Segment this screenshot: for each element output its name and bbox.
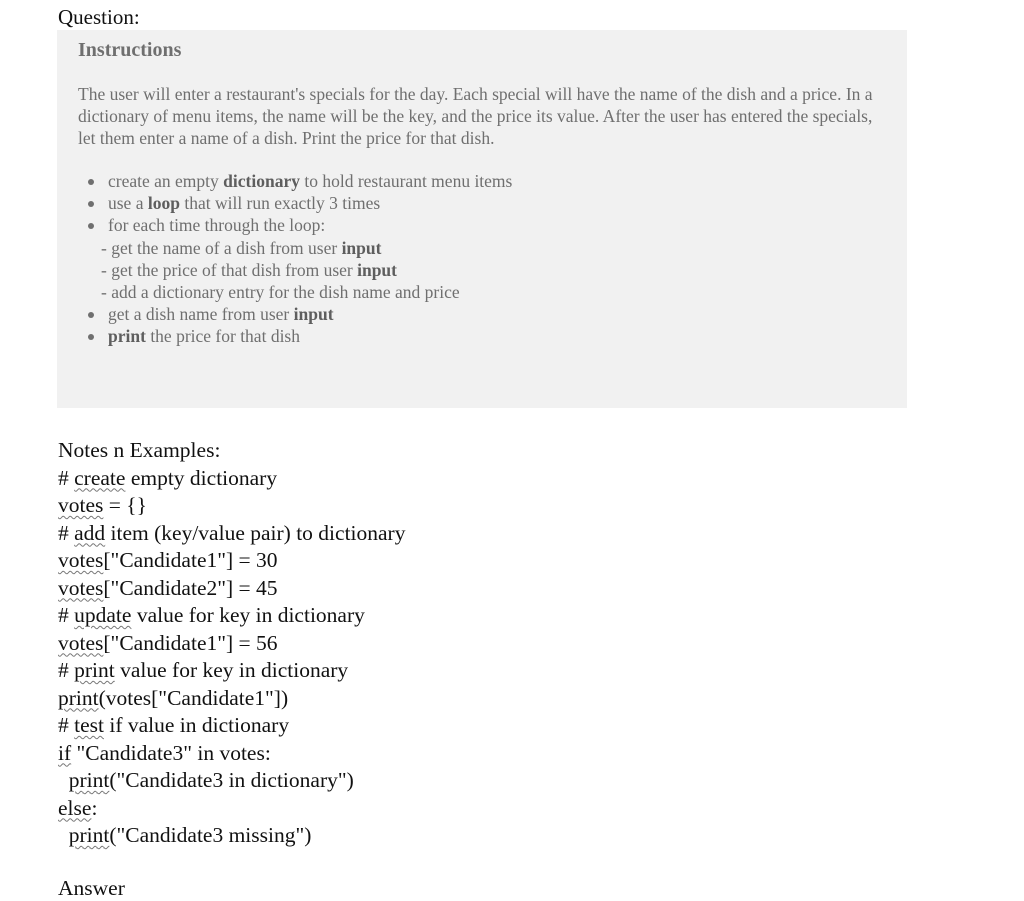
- spellcheck-word: print: [74, 658, 115, 682]
- note-text: (votes["Candidate1"]): [98, 685, 289, 710]
- notes-code-line: [58, 602, 958, 630]
- spellcheck-word: votes: [58, 493, 104, 517]
- instructions-panel: [57, 30, 907, 408]
- spellcheck-word: print: [68, 768, 110, 792]
- note-text: #: [58, 713, 75, 737]
- spellcheck-word: if: [58, 740, 72, 765]
- step-text-before: create an empty: [108, 171, 224, 191]
- step-text-bold: input: [293, 304, 334, 325]
- instruction-bullet: [78, 325, 878, 347]
- step-text-before: for each time through the loop:: [108, 215, 326, 236]
- note-text: ["Candidate2"] = 45: [103, 575, 278, 600]
- instructions-paragraph: The user will enter a restaurant's specials for the day. Each special will have the name of the dish and a price. In a dictionary of menu items, the name will be the key, and the price its value. After the user has entered the specials, let them enter a name of a dish. Print the price for that dish.: [78, 84, 873, 148]
- note-text: ["Candidate1"] = 30: [103, 548, 278, 572]
- step-text-bold: input: [357, 259, 397, 280]
- notes-code-line: [58, 465, 958, 493]
- notes-code-line: [58, 657, 958, 685]
- spellcheck-word: else: [58, 795, 92, 820]
- notes-code-line: [58, 520, 958, 548]
- spellcheck-word: votes: [58, 575, 104, 600]
- instruction-bullet: [78, 192, 878, 214]
- note-text: "Candidate3" in votes:: [71, 740, 271, 765]
- notes-examples-block: [58, 437, 958, 850]
- note-text: [58, 823, 69, 847]
- bullet-dot-icon: [88, 312, 94, 318]
- notes-heading: [58, 437, 958, 465]
- note-text: :: [91, 795, 98, 820]
- step-text-before: use a: [108, 193, 148, 214]
- note-text: ["Candidate1"] = 56: [103, 630, 278, 655]
- note-text: ("Candidate3 in dictionary"): [109, 768, 354, 792]
- note-text: #: [58, 465, 75, 490]
- instructions-title: Instructions: [78, 39, 182, 61]
- spellcheck-word: votes: [58, 548, 104, 572]
- note-text: #: [58, 603, 75, 627]
- step-text-after: the price for that dish: [145, 326, 300, 347]
- instruction-bullet: [78, 214, 878, 236]
- note-text: if value in dictionary: [103, 713, 290, 737]
- step-text-bold: loop: [147, 193, 180, 214]
- notes-code-line: [58, 822, 958, 850]
- notes-code-line: [58, 712, 958, 740]
- note-text: #: [58, 658, 75, 682]
- note-text: = {}: [103, 493, 147, 517]
- note-text: empty dictionary: [125, 465, 278, 490]
- bullet-dot-icon: [88, 179, 94, 185]
- bullet-dot-icon: [88, 201, 94, 207]
- note-text: value for key in dictionary: [131, 603, 365, 627]
- notes-code-line: [58, 575, 958, 603]
- spellcheck-word: test: [74, 713, 104, 737]
- spellcheck-word: print: [68, 823, 110, 847]
- bullet-dot-icon: [88, 334, 94, 340]
- spellcheck-word: votes: [58, 630, 104, 655]
- notes-code-line: [58, 795, 958, 823]
- spellcheck-word: update: [74, 603, 132, 627]
- note-text: #: [58, 520, 75, 545]
- spellcheck-word: add: [74, 520, 106, 545]
- step-text-before: - add a dictionary entry for the dish name and price: [101, 282, 460, 303]
- step-text-after: that will run exactly 3 times: [179, 193, 381, 214]
- instruction-subitem: [78, 237, 878, 259]
- instruction-bullet: [78, 303, 878, 325]
- notes-code-line: [58, 547, 958, 575]
- note-text: [58, 768, 69, 792]
- question-label: Question:: [58, 5, 140, 29]
- notes-code-line: [58, 685, 958, 713]
- step-text-before: - get the name of a dish from user: [101, 237, 342, 258]
- note-text: Notes n Examples:: [58, 438, 221, 462]
- notes-code-line: [58, 630, 958, 658]
- notes-code-line: [58, 492, 958, 520]
- note-text: value for key in dictionary: [114, 658, 349, 682]
- spellcheck-word: print: [58, 685, 99, 710]
- notes-code-line: [58, 740, 958, 768]
- step-text-bold: print: [108, 326, 146, 347]
- note-text: item (key/value pair) to dictionary: [105, 520, 406, 545]
- answer-label-cutoff: Answer: [58, 876, 125, 900]
- instructions-step-list: [78, 170, 878, 348]
- step-text-before: - get the price of that dish from user: [101, 259, 358, 280]
- step-text-bold: dictionary: [223, 171, 300, 191]
- step-text-bold: input: [341, 237, 382, 258]
- instruction-subitem: [78, 259, 878, 281]
- instruction-subitem: [78, 281, 878, 303]
- step-text-after: to hold restaurant menu items: [299, 171, 513, 191]
- instruction-bullet: [78, 170, 878, 192]
- step-text-before: get a dish name from user: [108, 304, 294, 325]
- note-text: ("Candidate3 missing"): [109, 823, 312, 847]
- notes-code-line: [58, 767, 958, 795]
- spellcheck-word: create: [74, 465, 126, 490]
- bullet-dot-icon: [88, 223, 94, 229]
